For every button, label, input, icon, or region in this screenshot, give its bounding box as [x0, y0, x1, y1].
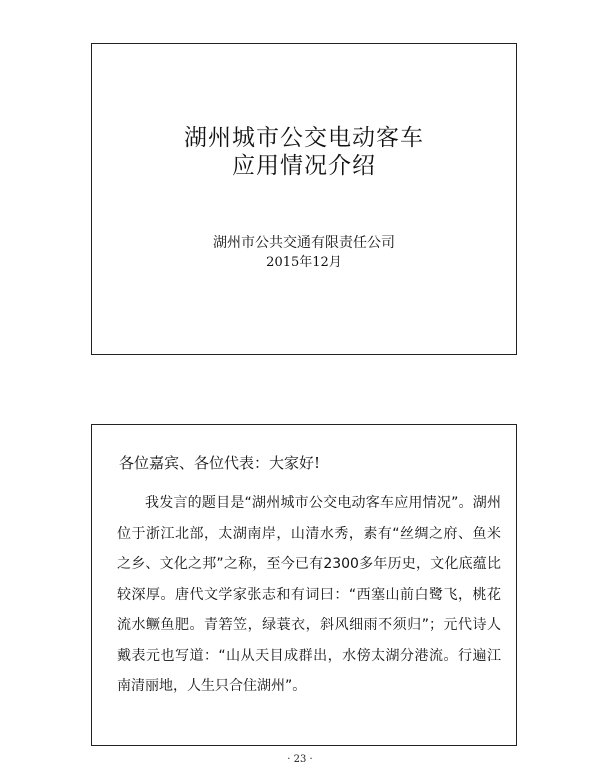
speech-body: 我发言的题目是“湖州城市公交电动客车应用情况”。湖州位于浙江北部，太湖南岸，山清水秀，素有“丝绸之府、鱼米之乡、文化之邦”之称，至今已有2300多年历史，文化底蕴比较深厚。唐代文学家张志和有词曰：“西塞山前白鹭飞，桃花流水鳜鱼肥。青箬笠，绿蓑衣，斜风细雨不须归”；元代诗人戴表元也写道：“山从天目成群出，水傍太湖分港流。行遍江南清丽地，人生只合住湖州”。 — [117, 495, 501, 694]
title-line-2: 应用情况介绍 — [232, 153, 376, 179]
greeting-text: 各位嘉宾、各位代表：大家好! — [119, 454, 321, 472]
organization-name: 湖州市公共交通有限责任公司 — [213, 235, 395, 251]
presentation-date: 2015年12月 — [266, 255, 342, 270]
slide-title — [92, 124, 516, 180]
title-line-1: 湖州城市公交电动客车 — [184, 125, 424, 151]
speech-slide — [91, 424, 517, 746]
title-slide — [91, 43, 517, 355]
page-number: · 23 · — [287, 754, 313, 765]
